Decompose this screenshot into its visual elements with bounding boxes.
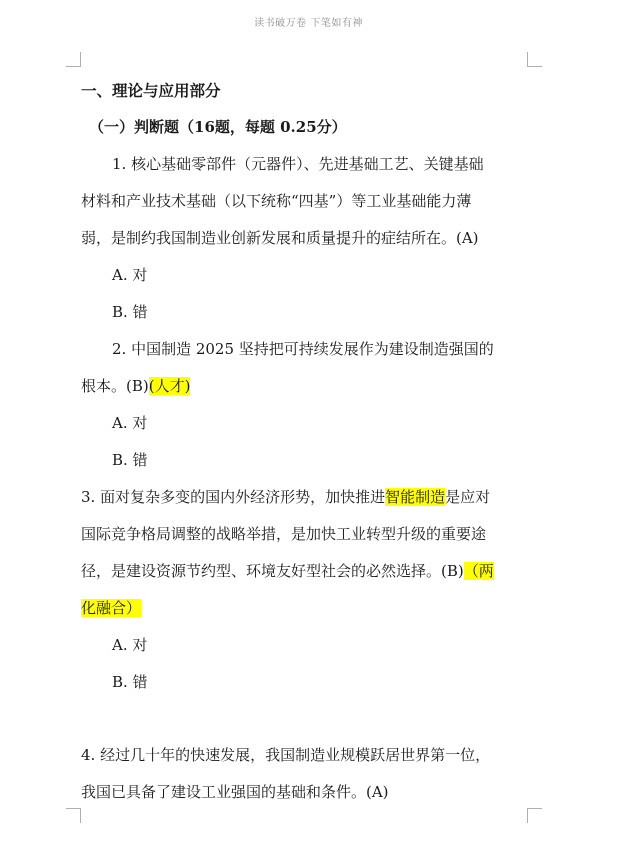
corner-mark-top-left [66,52,81,67]
page-header: 读书破万卷 下笔如有神 [254,18,363,29]
subsection-title: （一）判断题（16题，每题 0.25分） [89,118,347,136]
q2-line-2 [81,368,531,405]
q3-line-2: 国际竞争格局调整的战略举措，是加快工业转型升级的重要途 [81,525,487,543]
q3-option-b: B. 错 [112,673,148,691]
q2-line-2-text: 根本。(B) [81,377,149,395]
section-title: 一、理论与应用部分 [81,81,221,100]
q3-line-3-pre: 径，是建设资源节约型、环境友好型社会的必然选择。(B) [81,562,464,580]
q4-line-1: 4. 经过几十年的快速发展，我国制造业规模跃居世界第一位， [81,746,491,764]
q3-line-1 [81,479,531,516]
q1-line-2: 材料和产业技术基础（以下统称“四基”）等工业基础能力薄 [81,192,472,210]
q1-line-1: 1. 核心基础零部件（元器件）、先进基础工艺、关键基础 [112,155,484,173]
q3-highlight-note-end: 化融合） [81,599,142,617]
q3-option-a: A. 对 [112,636,148,654]
q4-line-2: 我国已具备了建设工业强国的基础和条件。(A) [81,783,389,801]
corner-mark-bottom-left [66,808,81,823]
q2-option-a: A. 对 [112,414,148,432]
paragraph-gap [81,701,531,737]
document-body [81,72,531,811]
corner-mark-top-right [527,52,542,67]
q3-line-1-pre: 3. 面对复杂多变的国内外经济形势，加快推进 [81,488,386,506]
q2-highlight-note: (人才) [148,377,191,395]
q3-line-1-post: 是应对 [445,488,491,506]
q2-option-b: B. 错 [112,451,148,469]
q1-line-3: 弱，是制约我国制造业创新发展和质量提升的症结所在。(A) [81,229,479,247]
q3-highlight-note-start: （两 [463,562,494,580]
q3-line-3 [81,553,531,590]
q1-option-b: B. 错 [112,303,148,321]
q1-option-a: A. 对 [112,266,148,284]
q3-line-4 [81,590,531,627]
q2-line-1: 2. 中国制造 2025 坚持把可持续发展作为建设制造强国的 [112,340,494,358]
q3-highlight-term: 智能制造 [385,488,446,506]
